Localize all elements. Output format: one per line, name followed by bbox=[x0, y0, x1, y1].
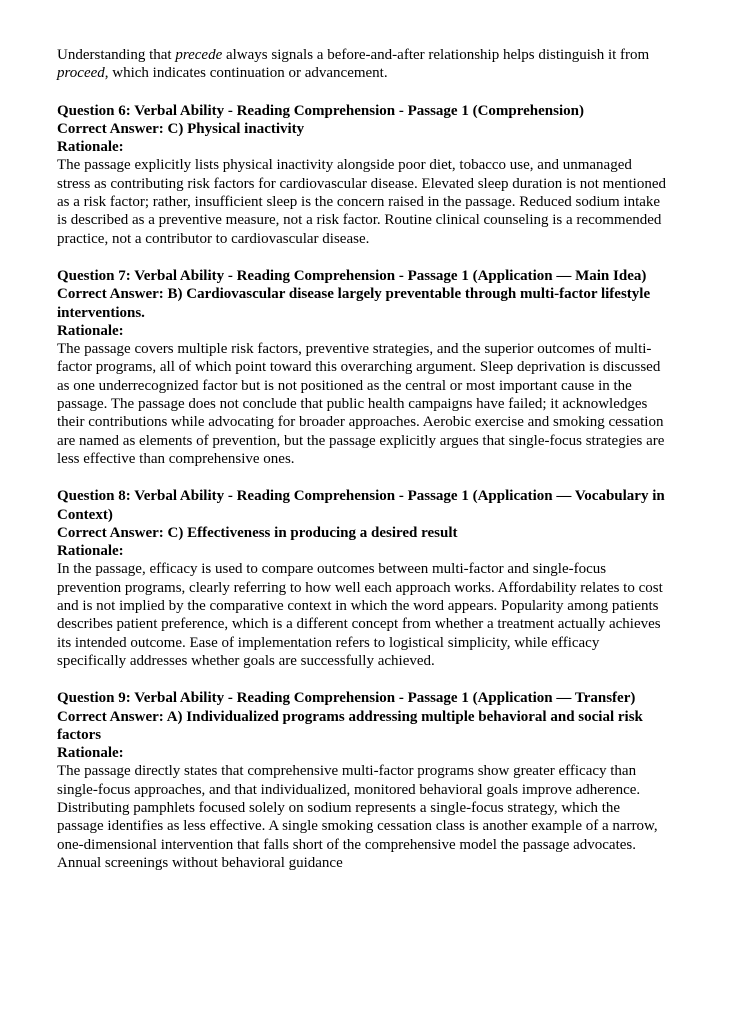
intro-text-3: , which indicates continuation or advancement. bbox=[104, 65, 388, 82]
rationale-label: Rationale: bbox=[57, 139, 124, 156]
intro-text-1: Understanding that bbox=[57, 47, 176, 63]
intro-term-proceed: proceed bbox=[57, 65, 105, 82]
question-block-7 bbox=[57, 267, 667, 468]
intro-paragraph bbox=[57, 46, 667, 83]
question-title: Question 8: Verbal Ability - Reading Comprehension - Passage 1 (Application — Vocabulary in Context) bbox=[57, 488, 665, 523]
question-title: Question 6: Verbal Ability - Reading Comprehension - Passage 1 (Comprehension) bbox=[57, 102, 584, 119]
rationale-label: Rationale: bbox=[57, 322, 124, 339]
document-page bbox=[57, 46, 667, 872]
intro-term-precede: precede bbox=[175, 47, 223, 63]
rationale-label: Rationale: bbox=[57, 543, 124, 560]
rationale-text: The passage directly states that comprehensive multi-factor programs show greater efficacy than single-focus approaches, and that individualized, monitored behavioral goals improve adherence. Distributing pamphlets focused solely on sodium represents a single-focus strategy, which the passage identifies as less effective. A single smoking cessation class is another example of a narrow, one-dimensional intervention that falls short of the comprehensive model the passage advocates. Annual screenings without behavioral guidance bbox=[57, 763, 658, 871]
rationale-text: The passage explicitly lists physical inactivity alongside poor diet, tobacco use, and unmanaged stress as contributing risk factors for cardiovascular disease. Elevated sleep duration is not mentioned as a risk factor; rather, insufficient sleep is the concern raised in the passage. Reduced sodium intake is described as a preventive measure, not a risk factor. Routine clinical counseling is a recommended practice, not a contributor to cardiovascular disease. bbox=[57, 157, 666, 247]
correct-answer: Correct Answer: A) Individualized programs addressing multiple behavioral and social risk factors bbox=[57, 708, 643, 743]
correct-answer: Correct Answer: C) Effectiveness in producing a desired result bbox=[57, 524, 458, 541]
question-title: Question 7: Verbal Ability - Reading Comprehension - Passage 1 (Application — Main Idea) bbox=[57, 267, 647, 284]
correct-answer: Correct Answer: B) Cardiovascular disease largely preventable through multi-factor lifestyle interventions. bbox=[57, 286, 651, 321]
rationale-label: Rationale: bbox=[57, 745, 124, 762]
question-block-6 bbox=[57, 102, 667, 248]
question-block-8 bbox=[57, 487, 667, 670]
intro-text-2: always signals a before-and-after relationship helps distinguish it from bbox=[222, 47, 650, 63]
correct-answer: Correct Answer: C) Physical inactivity bbox=[57, 120, 305, 137]
question-block-9 bbox=[57, 689, 667, 872]
question-title: Question 9: Verbal Ability - Reading Comprehension - Passage 1 (Application — Transfer) bbox=[57, 690, 636, 707]
rationale-text: The passage covers multiple risk factors, preventive strategies, and the superior outcomes of multi-factor programs, all of which point toward this overarching argument. Sleep deprivation is discussed as one underrecognized factor but is not positioned as the central or most important cause in the passage. The passage does not conclude that public health campaigns have failed; it acknowledges their contributions while advocating for broader approaches. Aerobic exercise and smoking cessation are named as elements of prevention, but the passage explicitly argues that single-focus strategies are less effective than comprehensive ones. bbox=[57, 341, 665, 467]
rationale-text: In the passage, efficacy is used to compare outcomes between multi-factor and single-focus prevention programs, clearly referring to how well each approach works. Affordability relates to cost and is not implied by the comparative context in which the word appears. Popularity among patients describes patient preference, which is a different concept from whether a treatment actually achieves its intended outcome. Ease of implementation refers to logistical simplicity, while efficacy specifically addresses whether goals are successfully achieved. bbox=[57, 561, 663, 669]
